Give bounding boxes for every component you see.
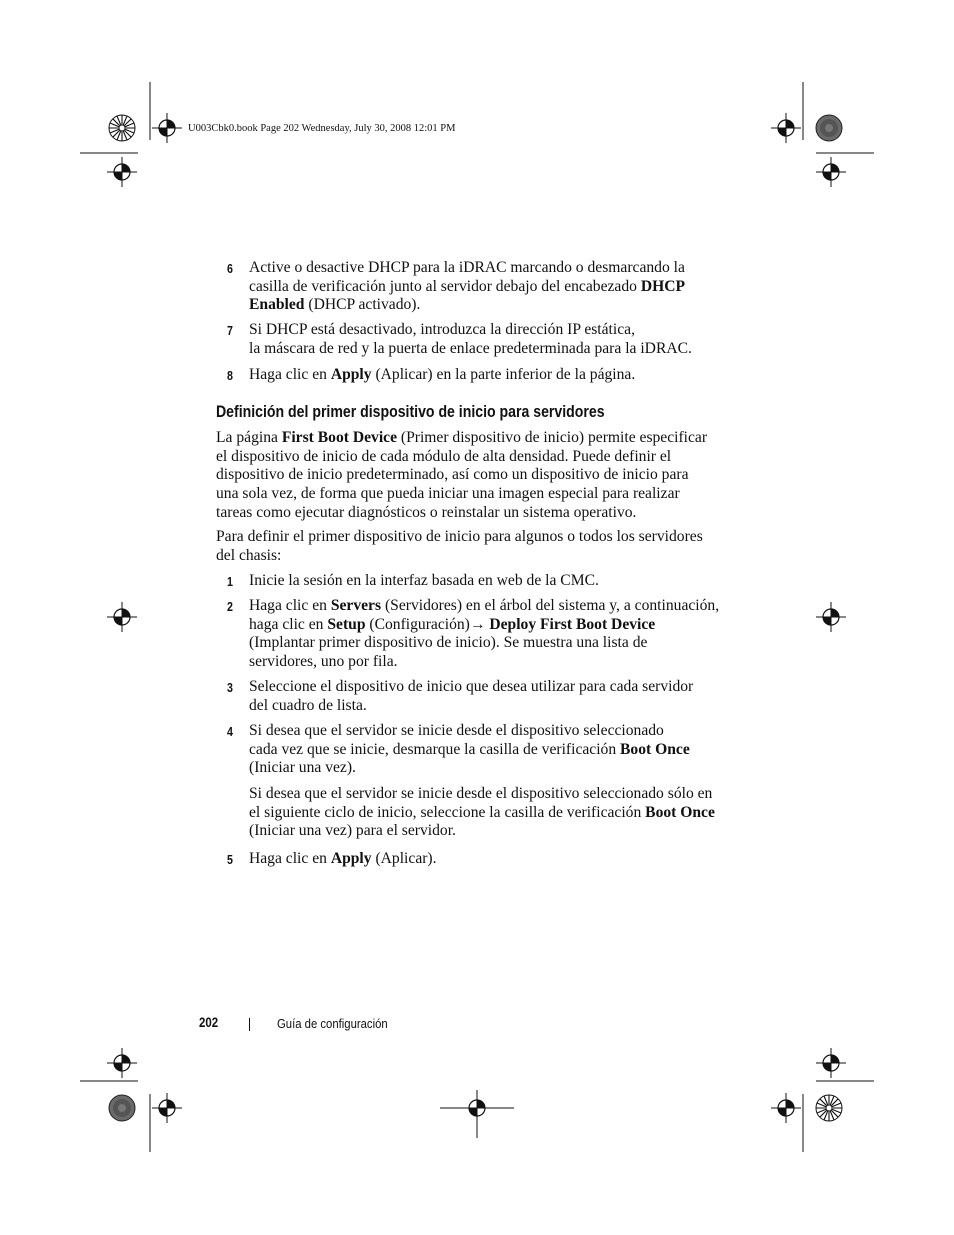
step-line <box>249 678 693 697</box>
bold-term: Apply <box>330 850 372 867</box>
step-line <box>249 616 655 635</box>
bold-term: First Boot Device <box>281 429 397 446</box>
step-line <box>249 572 599 591</box>
registration-star-icon <box>109 115 135 141</box>
step-line <box>249 741 690 760</box>
page-number: 202 <box>199 1015 219 1030</box>
text-run: haga clic en <box>249 615 328 633</box>
bold-term: Enabled <box>249 296 305 314</box>
registration-crosshair-icon <box>816 157 846 187</box>
text-run: del chasis: <box>216 546 282 564</box>
paragraph-line <box>216 547 281 566</box>
paragraph-line <box>216 466 689 485</box>
text-run: del cuadro de lista. <box>249 696 367 714</box>
step-line <box>249 653 398 672</box>
paragraph-line <box>216 504 636 523</box>
bold-term: Setup <box>327 615 366 633</box>
step-line <box>249 296 420 315</box>
registration-crosshair-icon <box>816 602 846 632</box>
paragraph-line <box>216 528 703 547</box>
text-run: servidores, uno por fila. <box>249 653 398 671</box>
step-line <box>249 340 692 359</box>
text-run: una sola vez, de forma que pueda iniciar una imagen especial para realizar <box>216 485 680 503</box>
bold-term: DHCP <box>640 277 686 295</box>
step-line <box>249 785 712 804</box>
step-line <box>249 259 685 278</box>
text-run: la máscara de red y la puerta de enlace predeterminada para la iDRAC. <box>249 339 692 357</box>
text-run: Seleccione el dispositivo de inicio que desea utilizar para cada servidor <box>249 678 694 695</box>
text-run: el siguiente ciclo de inicio, seleccione la casilla de verificación <box>249 803 646 821</box>
text-run: (Aplicar) en la parte inferior de la página. <box>371 366 636 383</box>
section-heading: Definición del primer dispositivo de inicio para servidores <box>216 402 605 421</box>
text-run: Si desea que el servidor se inicie desde el dispositivo seleccionado <box>249 722 664 739</box>
step-number: 8 <box>227 368 233 383</box>
text-run: (DHCP activado). <box>304 296 421 314</box>
step-line <box>249 366 635 385</box>
step-line <box>249 634 647 653</box>
step-number: 1 <box>227 574 233 589</box>
step-line <box>249 759 356 778</box>
registration-star-icon <box>816 1095 842 1121</box>
text-run: tareas como ejecutar diagnósticos o reinstalar un sistema operativo. <box>216 503 637 521</box>
bold-term: Deploy First Boot Device <box>485 615 656 633</box>
step-number: 5 <box>227 852 233 867</box>
step-line <box>249 697 367 716</box>
registration-crosshair-icon <box>107 1048 137 1078</box>
text-run: casilla de verificación junto al servidor debajo del encabezado <box>249 277 641 295</box>
text-run: (Configuración) <box>365 615 470 633</box>
step-line <box>249 822 456 841</box>
text-run: (Servidores) en el árbol del sistema y, a continuación, <box>381 597 720 614</box>
text-run: (Primer dispositivo de inicio) permite especificar <box>397 429 708 446</box>
text-run: Haga clic en <box>249 597 331 614</box>
text-run: cada vez que se inicie, desmarque la casilla de verificación <box>249 740 621 758</box>
footer-title: Guía de configuración <box>277 1016 388 1031</box>
text-run: (Implantar primer dispositivo de inicio). Se muestra una lista de <box>249 634 648 652</box>
step-line <box>249 597 719 616</box>
text-run: Si DHCP está desactivado, introduzca la dirección IP estática, <box>249 321 635 338</box>
registration-crosshair-icon <box>107 602 137 632</box>
text-run: La página <box>216 429 282 446</box>
step-line <box>249 804 715 823</box>
registration-crosshair-icon <box>771 1093 801 1123</box>
registration-crosshair-icon <box>152 113 182 143</box>
text-run: Active o desactive DHCP para la iDRAC marcando o desmarcando la <box>249 259 685 276</box>
registration-crosshair-icon <box>107 157 137 187</box>
gray-target-icon <box>109 1095 135 1121</box>
step-number: 4 <box>227 724 233 739</box>
text-run: Haga clic en <box>249 366 331 383</box>
text-run: Inicie la sesión en la interfaz basada en web de la CMC. <box>249 572 599 589</box>
text-run: el dispositivo de inicio de cada módulo de alta densidad. Puede definir el <box>216 447 672 465</box>
text-run: → <box>469 615 486 633</box>
bold-term: Servers <box>330 597 382 614</box>
step-number: 2 <box>227 599 233 614</box>
text-run: Para definir el primer dispositivo de inicio para algunos o todos los servidores <box>216 528 703 545</box>
bold-term: Boot Once <box>620 740 690 758</box>
step-number: 3 <box>227 680 233 695</box>
gray-target-icon <box>816 115 842 141</box>
text-run: dispositivo de inicio predeterminado, así como un dispositivo de inicio para <box>216 466 689 484</box>
text-run: Haga clic en <box>249 850 331 867</box>
print-header-info: U003Cbk0.book Page 202 Wednesday, July 30, 2008 12:01 PM <box>188 123 456 134</box>
bold-term: Boot Once <box>645 803 715 821</box>
registration-crosshair-icon <box>771 113 801 143</box>
text-run: (Aplicar). <box>371 850 437 867</box>
step-line <box>249 321 635 340</box>
footer-divider <box>249 1018 250 1031</box>
step-number: 6 <box>227 261 233 276</box>
step-line <box>249 722 664 741</box>
registration-crosshair-icon <box>152 1093 182 1123</box>
text-run: (Iniciar una vez). <box>249 759 356 777</box>
bold-term: Apply <box>330 366 372 383</box>
text-run: (Iniciar una vez) para el servidor. <box>249 822 456 840</box>
paragraph-line <box>216 448 671 467</box>
paragraph-line <box>216 429 707 448</box>
step-number: 7 <box>227 323 233 338</box>
step-line <box>249 850 437 869</box>
paragraph-line <box>216 485 680 504</box>
registration-crosshair-icon <box>816 1048 846 1078</box>
text-run: Si desea que el servidor se inicie desde el dispositivo seleccionado sólo en <box>249 785 713 802</box>
step-line <box>249 278 685 297</box>
